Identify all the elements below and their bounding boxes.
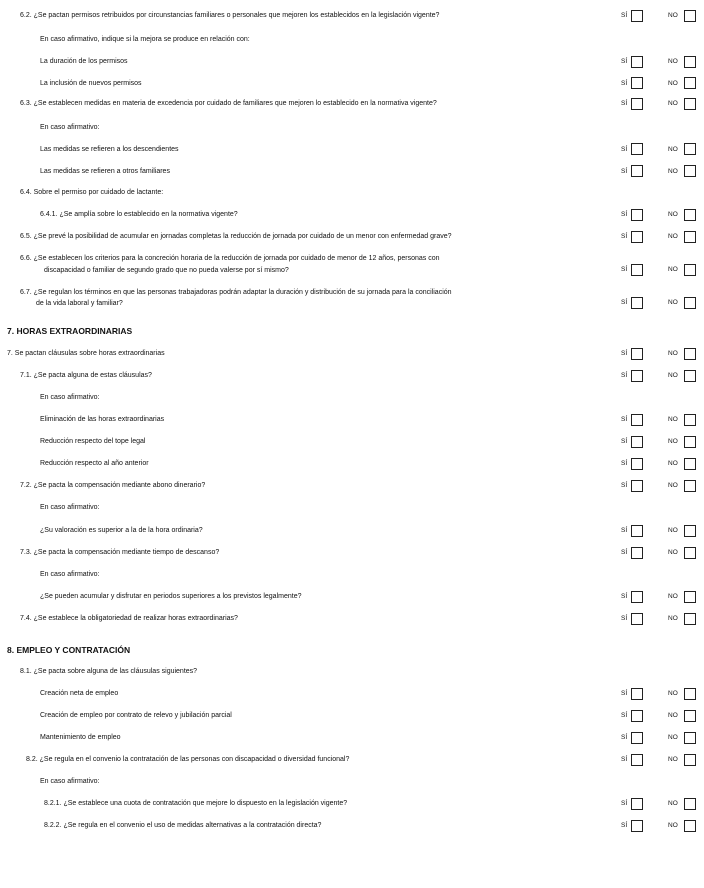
question-8-2: 8.2. ¿Se regula en el convenio la contratación de las personas con discapacidad o diversidad funcional? [26, 756, 350, 763]
si-checkbox[interactable] [631, 710, 643, 722]
no-label: NO [668, 372, 678, 379]
no-label: NO [668, 12, 678, 19]
si-label: SÍ [621, 58, 628, 65]
no-label: NO [668, 146, 678, 153]
question-6-4: 6.4. Sobre el permiso por cuidado de lactante: [20, 189, 164, 196]
si-checkbox[interactable] [631, 591, 643, 603]
si-label: SÍ [621, 734, 628, 741]
question-6-3: 6.3. ¿Se establecen medidas en materia de excedencia por cuidado de familiares que mejoren lo establecido en la normativa vigente? [20, 100, 437, 107]
no-label: NO [668, 211, 678, 218]
no-label: NO [668, 460, 678, 467]
si-label: SÍ [621, 527, 628, 534]
no-checkbox[interactable] [684, 591, 696, 603]
no-checkbox[interactable] [684, 370, 696, 382]
no-checkbox[interactable] [684, 264, 696, 276]
si-label: SÍ [621, 438, 628, 445]
no-checkbox[interactable] [684, 480, 696, 492]
section-heading-8: 8. EMPLEO Y CONTRATACIÓN [7, 645, 131, 655]
no-label: NO [668, 593, 678, 600]
no-checkbox[interactable] [684, 297, 696, 309]
si-label: SÍ [621, 233, 628, 240]
question-6-7-cont: de la vida laboral y familiar? [36, 300, 123, 307]
no-label: NO [668, 800, 678, 807]
no-checkbox[interactable] [684, 547, 696, 559]
si-label: SÍ [621, 756, 628, 763]
no-checkbox[interactable] [684, 77, 696, 89]
si-label: SÍ [621, 372, 628, 379]
si-label: SÍ [621, 12, 628, 19]
conditional-note: En caso afirmativo: [40, 571, 100, 578]
no-label: NO [668, 299, 678, 306]
no-checkbox[interactable] [684, 710, 696, 722]
option-reduccion-anio: Reducción respecto al año anterior [40, 460, 149, 467]
no-checkbox[interactable] [684, 525, 696, 537]
no-label: NO [668, 712, 678, 719]
si-checkbox[interactable] [631, 231, 643, 243]
option-contrato-relevo: Creación de empleo por contrato de relevo y jubilación parcial [40, 712, 232, 719]
no-checkbox[interactable] [684, 820, 696, 832]
no-label: NO [668, 416, 678, 423]
si-label: SÍ [621, 100, 628, 107]
si-checkbox[interactable] [631, 798, 643, 810]
conditional-note: En caso afirmativo: [40, 124, 100, 131]
question-8-1: 8.1. ¿Se pacta sobre alguna de las cláusulas siguientes? [20, 668, 198, 675]
option-acumular-disfrutar: ¿Se pueden acumular y disfrutar en periodos superiores a los previstos legalmente? [40, 593, 302, 600]
conditional-note: En caso afirmativo: [40, 504, 100, 511]
no-label: NO [668, 233, 678, 240]
si-label: SÍ [621, 549, 628, 556]
option-eliminacion-horas: Eliminación de las horas extraordinarias [40, 416, 165, 423]
si-checkbox[interactable] [631, 348, 643, 360]
no-checkbox[interactable] [684, 688, 696, 700]
si-checkbox[interactable] [631, 525, 643, 537]
si-label: SÍ [621, 690, 628, 697]
si-checkbox[interactable] [631, 264, 643, 276]
no-label: NO [668, 822, 678, 829]
no-checkbox[interactable] [684, 436, 696, 448]
si-label: SÍ [621, 416, 628, 423]
no-checkbox[interactable] [684, 732, 696, 744]
no-checkbox[interactable] [684, 10, 696, 22]
si-checkbox[interactable] [631, 370, 643, 382]
si-checkbox[interactable] [631, 56, 643, 68]
option-creacion-neta: Creación neta de empleo [40, 690, 119, 697]
si-checkbox[interactable] [631, 98, 643, 110]
no-checkbox[interactable] [684, 143, 696, 155]
no-label: NO [668, 350, 678, 357]
no-label: NO [668, 438, 678, 445]
si-label: SÍ [621, 712, 628, 719]
no-checkbox[interactable] [684, 414, 696, 426]
no-label: NO [668, 100, 678, 107]
si-label: SÍ [621, 211, 628, 218]
option-reduccion-tope: Reducción respecto del tope legal [40, 438, 146, 445]
no-checkbox[interactable] [684, 613, 696, 625]
question-6-2: 6.2. ¿Se pactan permisos retribuidos por circunstancias familiares o personales que mejoren los establecidos en la legislación vigente? [20, 12, 440, 19]
no-label: NO [668, 168, 678, 175]
si-checkbox[interactable] [631, 480, 643, 492]
no-checkbox[interactable] [684, 209, 696, 221]
question-7: 7. Se pactan cláusulas sobre horas extraordinarias [7, 350, 165, 357]
si-label: SÍ [621, 168, 628, 175]
question-8-2-2: 8.2.2. ¿Se regula en el convenio el uso de medidas alternativas a la contratación directa? [44, 822, 322, 829]
question-6-5: 6.5. ¿Se prevé la posibilidad de acumular en jornadas completas la reducción de jornada por cuidado de un menor con enfermedad grave? [20, 233, 452, 240]
option-valoracion-superior: ¿Su valoración es superior a la de la hora ordinaria? [40, 527, 203, 534]
question-6-6-cont: discapacidad o familiar de segundo grado que no pueda valerse por sí mismo? [44, 267, 289, 274]
no-checkbox[interactable] [684, 98, 696, 110]
si-label: SÍ [621, 800, 628, 807]
si-label: SÍ [621, 460, 628, 467]
si-checkbox[interactable] [631, 613, 643, 625]
conditional-note: En caso afirmativo: [40, 394, 100, 401]
si-label: SÍ [621, 615, 628, 622]
conditional-note: En caso afirmativo: [40, 778, 100, 785]
no-label: NO [668, 527, 678, 534]
question-6-7: 6.7. ¿Se regulan los términos en que las personas trabajadoras podrán adaptar la duración y distribución de su jornada para la conciliación [20, 289, 452, 296]
si-checkbox[interactable] [631, 754, 643, 766]
option-nuevos-permisos: La inclusión de nuevos permisos [40, 80, 142, 87]
no-label: NO [668, 756, 678, 763]
question-7-1: 7.1. ¿Se pacta alguna de estas cláusulas? [20, 372, 152, 379]
si-checkbox[interactable] [631, 10, 643, 22]
option-otros-familiares: Las medidas se refieren a otros familiares [40, 168, 170, 175]
si-checkbox[interactable] [631, 732, 643, 744]
no-label: NO [668, 690, 678, 697]
si-label: SÍ [621, 482, 628, 489]
no-label: NO [668, 58, 678, 65]
si-label: SÍ [621, 146, 628, 153]
si-checkbox[interactable] [631, 297, 643, 309]
section-heading-7: 7. HORAS EXTRAORDINARIAS [7, 326, 133, 336]
no-checkbox[interactable] [684, 231, 696, 243]
si-checkbox[interactable] [631, 143, 643, 155]
no-checkbox[interactable] [684, 348, 696, 360]
si-checkbox[interactable] [631, 820, 643, 832]
si-checkbox[interactable] [631, 547, 643, 559]
conditional-note: En caso afirmativo, indique si la mejora se produce en relación con: [40, 36, 250, 43]
question-6-4-1: 6.4.1. ¿Se amplía sobre lo establecido en la normativa vigente? [40, 211, 238, 218]
si-label: SÍ [621, 822, 628, 829]
si-label: SÍ [621, 350, 628, 357]
no-label: NO [668, 80, 678, 87]
no-label: NO [668, 615, 678, 622]
no-checkbox[interactable] [684, 458, 696, 470]
si-label: SÍ [621, 266, 628, 273]
no-checkbox[interactable] [684, 56, 696, 68]
si-checkbox[interactable] [631, 77, 643, 89]
si-checkbox[interactable] [631, 688, 643, 700]
si-label: SÍ [621, 299, 628, 306]
si-label: SÍ [621, 80, 628, 87]
si-checkbox[interactable] [631, 209, 643, 221]
no-label: NO [668, 266, 678, 273]
no-checkbox[interactable] [684, 754, 696, 766]
option-duracion-permisos: La duración de los permisos [40, 58, 128, 65]
si-checkbox[interactable] [631, 414, 643, 426]
no-label: NO [668, 482, 678, 489]
si-label: SÍ [621, 593, 628, 600]
question-7-2: 7.2. ¿Se pacta la compensación mediante abono dinerario? [20, 482, 206, 489]
no-label: NO [668, 734, 678, 741]
question-8-2-1: 8.2.1. ¿Se establece una cuota de contratación que mejore lo dispuesto en la legislación vigente? [44, 800, 348, 807]
no-checkbox[interactable] [684, 798, 696, 810]
question-7-4: 7.4. ¿Se establece la obligatoriedad de realizar horas extraordinarias? [20, 615, 238, 622]
question-7-3: 7.3. ¿Se pacta la compensación mediante tiempo de descanso? [20, 549, 220, 556]
si-checkbox[interactable] [631, 458, 643, 470]
no-label: NO [668, 549, 678, 556]
no-checkbox[interactable] [684, 165, 696, 177]
si-checkbox[interactable] [631, 165, 643, 177]
si-checkbox[interactable] [631, 436, 643, 448]
option-mantenimiento-empleo: Mantenimiento de empleo [40, 734, 121, 741]
option-descendientes: Las medidas se refieren a los descendientes [40, 146, 179, 153]
question-6-6: 6.6. ¿Se establecen los criterios para la concreción horaria de la reducción de jornada por cuidado de menor de 12 años, personas con [20, 255, 440, 262]
